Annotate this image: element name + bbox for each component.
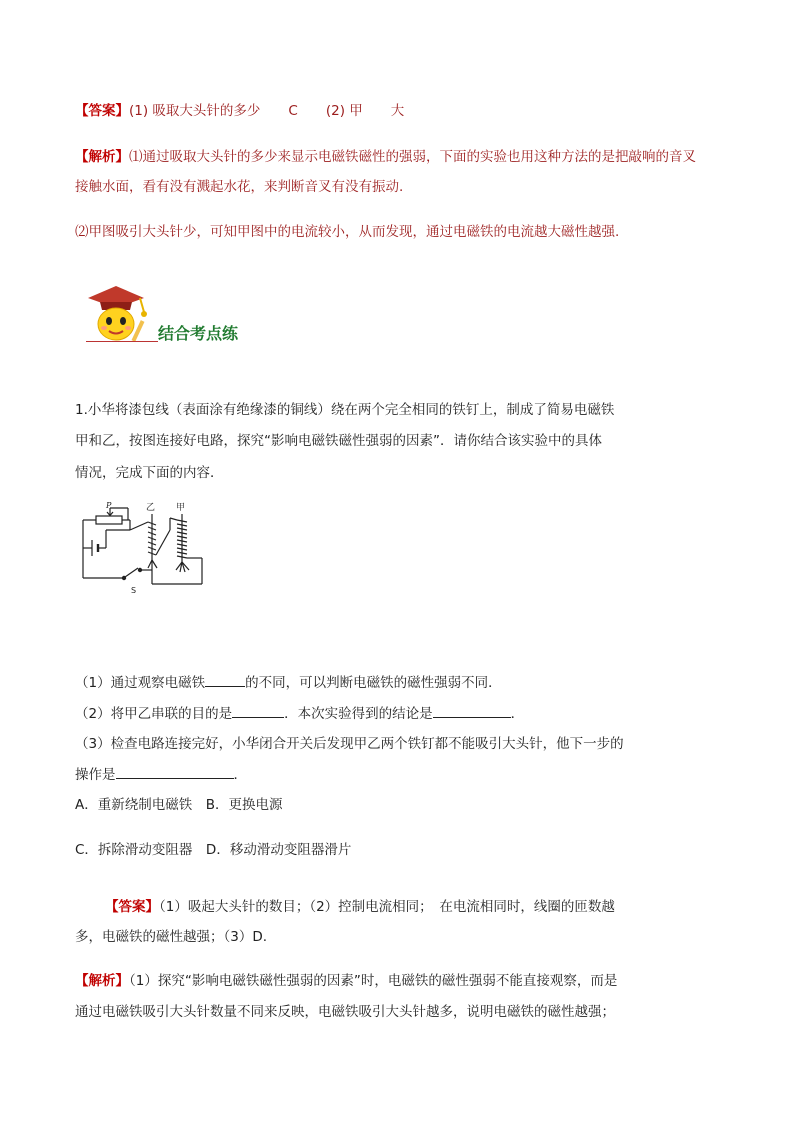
section-title: 结合考点练	[158, 324, 239, 343]
question-line-2: 甲和乙，按图连接好电路，探究“影响电磁铁磁性强弱的因素”．请你结合该实验中的具体	[75, 433, 602, 449]
q2-middle: ．本次实验得到的结论是	[284, 706, 433, 722]
prev-answer-part-4: 大	[390, 103, 405, 119]
prev-analysis-line-2: 接触水面，看有没有溅起水花，来判断音叉有没有振动.	[75, 179, 404, 195]
q2-prefix: （2）将甲乙串联的目的是	[75, 706, 233, 722]
q1-blank	[205, 672, 245, 687]
label-p: P	[106, 501, 112, 510]
q1-prefix: （1）通过观察电磁铁	[75, 675, 206, 691]
prev-analysis-line-3: ⑵甲图吸引大头针少，可知甲图中的电流较小，从而发现，通过电磁铁的电流越大磁性越强.	[75, 224, 620, 240]
q2-blank-1	[232, 703, 284, 718]
subquestion-2	[75, 703, 524, 724]
analysis-text-1: （1）探究“影响电磁铁磁性强弱的因素”时，电磁铁的磁性强弱不能直接观察，而是	[129, 973, 618, 989]
q2-blank-2	[433, 703, 511, 718]
label-yi: 乙	[146, 503, 156, 513]
label-jia: 甲	[176, 503, 186, 513]
prev-answer-line	[75, 101, 404, 121]
prev-analysis-line-1	[75, 147, 696, 167]
prev-analysis-text-1: ⑴通过吸取大头针的多少来显示电磁铁磁性的强弱，下面的实验也用这种方法的是把敲响的音叉	[129, 149, 696, 165]
q1-suffix: 的不同，可以判断电磁铁的磁性强弱不同．	[245, 675, 502, 691]
answer-text-1: （1）吸起大头针的数目；（2）控制电流相同； 在电流相同时，线圈的匝数越	[159, 899, 615, 915]
prev-answer-part-1: (1) 吸取大头针的多少	[129, 103, 261, 119]
answer-tag-2: 【答案】	[105, 899, 159, 915]
analysis-tag-2: 【解析】	[75, 973, 129, 989]
prev-answer-part-3: (2) 甲	[325, 103, 363, 119]
q3-blank	[116, 764, 234, 779]
q3-prefix: 操作是	[75, 767, 116, 783]
graduation-cap-mascot-icon	[80, 284, 158, 346]
options-row-2: C．拆除滑动变阻器 D．移动滑动变阻器滑片	[75, 842, 352, 858]
analysis-line-1	[75, 971, 617, 991]
section-underline	[86, 341, 158, 342]
analysis-tag: 【解析】	[75, 149, 129, 165]
subquestion-3-line-2	[75, 764, 247, 785]
rheostat	[96, 516, 122, 524]
circuit-diagram	[78, 500, 218, 600]
options-row-1: A．重新绕制电磁铁 B．更换电源	[75, 797, 283, 813]
analysis-line-2: 通过电磁铁吸引大头针数量不同来反映，电磁铁吸引大头针越多，说明电磁铁的磁性越强；	[75, 1004, 615, 1020]
prev-answer-part-2: C	[288, 103, 298, 119]
question-line-3: 情况，完成下面的内容．	[75, 465, 224, 481]
subquestion-3-line-1: （3）检查电路连接完好，小华闭合开关后发现甲乙两个铁钉都不能吸引大头针，他下一步的	[75, 736, 624, 752]
switch-lever	[125, 568, 138, 577]
subquestion-1	[75, 672, 502, 693]
q2-suffix: ．	[510, 706, 525, 722]
label-s: S	[131, 586, 137, 595]
question-line-1: 1.小华将漆包线（表面涂有绝缘漆的铜线）绕在两个完全相同的铁钉上，制成了简易电磁铁	[75, 402, 615, 418]
q3-suffix: ．	[233, 767, 247, 783]
answer-line-1	[105, 897, 615, 917]
answer-tag: 【答案】	[75, 103, 129, 119]
answer-line-2: 多，电磁铁的磁性越强；（3）D.	[75, 929, 268, 945]
